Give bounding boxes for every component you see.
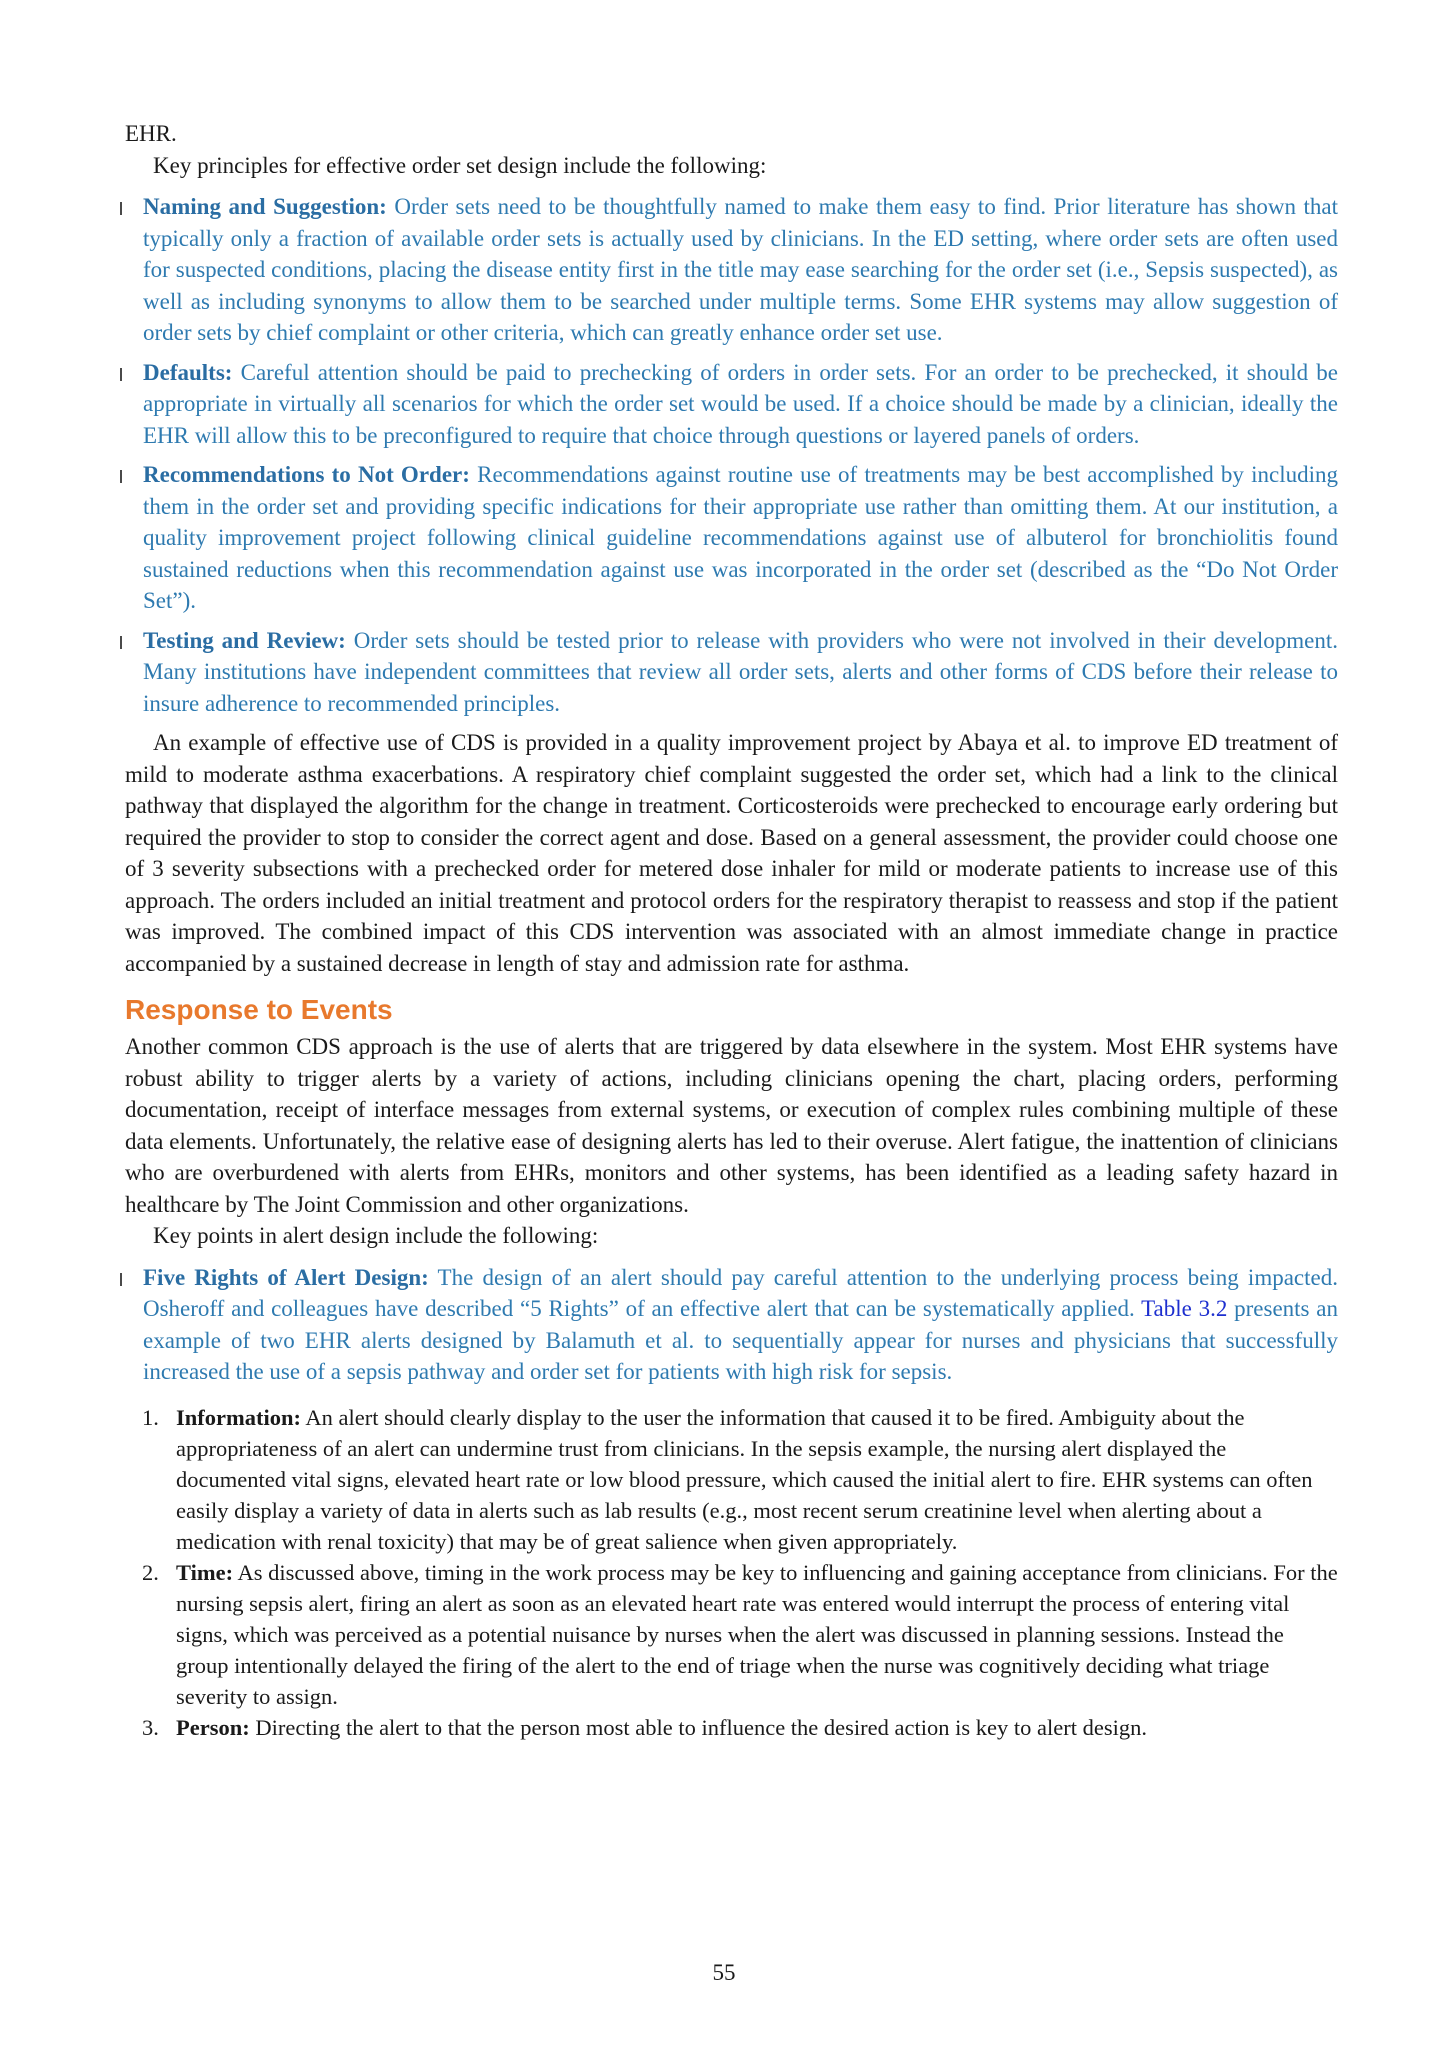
bullet-text: presents an example of two EHR alerts designed by Balamuth et al. to sequentially appear for nurses and physicians that successfully increased the use of a sepsis pathway and order set for patients with high risk for sepsis. <box>143 1296 1338 1384</box>
item-lead: Time: <box>176 1559 234 1585</box>
bullet-lead: Naming and Suggestion: <box>143 194 387 219</box>
bullet-mark-icon <box>120 368 122 381</box>
bullet-text: Recommendations against routine use of treatments may be best accomplished by including them in the order set and providing specific indications for their appropriate use rather than omitting them. At our institution, a quality improvement project following clinical guideline recommendations against use of albuterol for bronchiolitis found sustained reductions when this recommendation against use was incorporated in the order set (described as the “Do Not Order Set”). <box>143 462 1338 613</box>
item-text: An alert should clearly display to the user the information that caused it to be fired. Ambiguity about the appropriateness of an alert can undermine trust from clinicians. In the sepsis example, the nursing alert displayed the documented vital signs, elevated heart rate or low blood pressure, which caused the initial alert to fire. EHR systems can often easily display a variety of data in alerts such as lab results (e.g., most recent serum creatinine level when alerting about a medication with renal toxicity) that may be of great salience when given appropriately. <box>176 1404 1313 1554</box>
bullet-lead: Five Rights of Alert Design: <box>143 1264 429 1290</box>
list-item <box>125 1712 1338 1743</box>
item-lead: Information: <box>176 1404 301 1430</box>
bullet-text: Careful attention should be paid to prechecking of orders in order sets. For an order to be prechecked, it should be appropriate in virtually all scenarios for which the order set would be used. If a choice should be made by a clinician, ideally the EHR will allow this to be preconfigured to require that choice through questions or layered panels of orders. <box>143 359 1338 448</box>
table-reference-link[interactable]: Table 3.2 <box>1141 1296 1228 1321</box>
order-set-principles-intro: Key principles for effective order set design include the following: <box>153 152 767 178</box>
page-number: 55 <box>712 1960 736 1985</box>
asthma-example-paragraph: An example of effective use of CDS is provided in a quality improvement project by Abaya et al. to improve ED treatment of mild to moderate asthma exacerbations. A respiratory chief complaint suggested the order set, which had a link to the clinical pathway that displayed the algorithm for the change in treatment. Corticosteroids were prechecked to encourage early ordering but required the provider to stop to consider the correct agent and dose. Based on a general assessment, the provider could choose one of 3 severity subsections with a prechecked order for metered dose inhaler for mild or moderate patients to increase use of this approach. The orders included an initial treatment and protocol orders for the respiratory therapist to reassess and stop if the patient was improved. The combined impact of this CDS intervention was associated with an almost immediate change in practice accompanied by a sustained decrease in length of stay and admission rate for asthma. <box>125 730 1338 976</box>
alert-design-list <box>125 1262 1338 1388</box>
intro-line: EHR. <box>125 121 177 146</box>
item-number: 2. <box>142 1559 159 1585</box>
list-item <box>125 1557 1338 1712</box>
bullet-mark-icon <box>120 1273 122 1286</box>
bullet-lead: Testing and Review: <box>143 627 346 653</box>
item-number: 3. <box>142 1714 159 1740</box>
five-rights-list <box>125 1402 1338 1743</box>
list-item <box>125 1402 1338 1557</box>
bullet-text: Order sets need to be thoughtfully named to make them easy to find. Prior literature has shown that typically only a fraction of available order sets is actually used by clinicians. In the ED setting, where order sets are often used for suspected conditions, placing the disease entity first in the title may ease searching for the order set (i.e., Sepsis suspected), as well as including synonyms to allow them to be searched under multiple terms. Some EHR systems may allow suggestion of order sets by chief complaint or other criteria, which can greatly enhance order set use. <box>143 194 1338 345</box>
item-text: As discussed above, timing in the work process may be key to influencing and gaining acceptance from clinicians. For the nursing sepsis alert, firing an alert as soon as an elevated heart rate was entered would interrupt the process of entering vital signs, which was perceived as a potential nuisance by nurses when the alert was discussed in planning sessions. Instead the group intentionally delayed the firing of the alert to the end of triage when the nurse was cognitively deciding what triage severity to assign. <box>176 1559 1338 1709</box>
document-page <box>125 118 1338 1743</box>
bullet-mark-icon <box>120 636 122 649</box>
bullet-lead: Defaults: <box>143 359 233 385</box>
section-heading: Response to Events <box>125 994 393 1025</box>
item-number: 1. <box>142 1404 159 1430</box>
item-lead: Person: <box>176 1714 250 1740</box>
list-item <box>125 625 1338 720</box>
bullet-mark-icon <box>120 470 122 483</box>
order-set-principles-list <box>125 191 1338 719</box>
bullet-text: Order sets should be tested prior to release with providers who were not involved in their development. Many institutions have independent committees that review all order sets, alerts and other forms of CDS before their release to insure adherence to recommended principles. <box>143 627 1338 716</box>
list-item <box>125 191 1338 349</box>
bullet-lead: Recommendations to Not Order: <box>143 462 470 487</box>
alerts-paragraph: Another common CDS approach is the use of alerts that are triggered by data elsewhere in the system. Most EHR systems have robust ability to trigger alerts by a variety of actions, including clinicians opening the chart, placing orders, performing documentation, receipt of interface messages from external systems, or execution of complex rules combining multiple of these data elements. Unfortunately, the relative ease of designing alerts has led to their overuse. Alert fatigue, the inattention of clinicians who are overburdened with alerts from EHRs, monitors and other systems, has been identified as a leading safety hazard in healthcare by The Joint Commission and other organizations. <box>125 1034 1338 1217</box>
bullet-text: The design of an alert should pay careful attention to the underlying process being impacted. Osheroff and colleagues have described “5 Rights” of an effective alert that can be systematically applied. <box>143 1264 1338 1321</box>
bullet-mark-icon <box>120 202 122 215</box>
alert-design-intro: Key points in alert design include the following: <box>153 1223 599 1248</box>
list-item <box>125 459 1338 617</box>
item-text: Directing the alert to that the person most able to influence the desired action is key to alert design. <box>249 1714 1147 1740</box>
list-item <box>125 1262 1338 1388</box>
list-item <box>125 357 1338 452</box>
